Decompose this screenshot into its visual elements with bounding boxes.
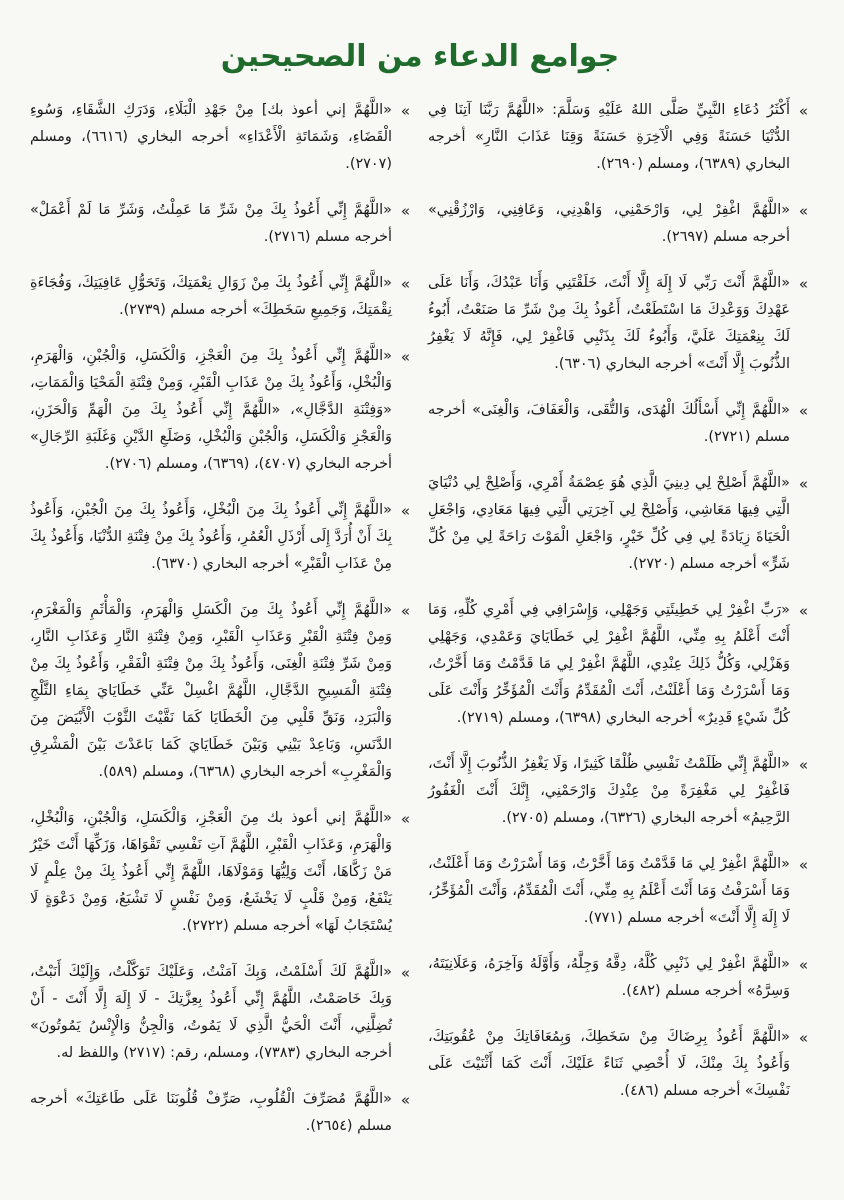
dua-item — [30, 270, 412, 324]
dua-text: «اللَّهُمَّ لَكَ أَسْلَمْتُ، وَبِكَ آمَنْتُ، وَعَلَيْكَ تَوَكَّلْتُ، وَإِلَيْكَ أَنَبْتُ، وَبِكَ خَاصَمْتُ، اللَّهُمَّ إِنِّي أَعُوذُ بِعِزَّتِكَ - لَا إِلَهَ إِلَّا أَنْتَ - أَنْ تُضِلَّنِي، أَنْتَ الْحَيُّ الَّذِي لَا يَمُوتُ، وَالْجِنُّ وَالْإِنْسُ يَمُوتُونَ» أخرجه البخاري (٧٣٨٣)، ومسلم، رقم: (٢٧١٧) واللفظ له. — [30, 964, 392, 1061]
dua-item — [30, 343, 412, 478]
content-columns — [30, 97, 810, 1159]
dua-item — [428, 597, 810, 732]
dua-text: «اللَّهُمَّ إِنِّي أَعُوذُ بِكَ مِنْ زَوَالِ نِعْمَتِكَ، وَتَحَوُّلِ عَافِيَتِكَ، وَفُجَاءَةِ نِقْمَتِكَ، وَجَمِيعِ سَخَطِكَ» أخرجه مسلم (٢٧٣٩). — [30, 275, 392, 318]
dua-text: «اللَّهُمَّ إِنِّي أَعُوذُ بِكَ مِنَ الْعَجْزِ، وَالْكَسَلِ، وَالْجُبْنِ، وَالْهَرَمِ، وَالْبُخْلِ، وَأَعُوذُ بِكَ مِنْ عَذَابِ الْقَبْرِ، وَمِنْ فِتْنَةِ الْمَحْيَا وَالْمَمَاتِ، «وَفِتْنَةِ الدَّجَّالِ»، «اللَّهُمَّ إِنِّي أَعُوذُ بِكَ مِنَ الْهَمِّ وَالْحَزَنِ، وَالْعَجْزِ وَالْكَسَلِ، وَالْجُبْنِ وَالْبُخْلِ، وَضَلَعِ الدَّيْنِ وَغَلَبَةِ الرِّجَالِ» أخرجه البخاري (٤٧٠٧)، (٦٣٦٩)، ومسلم (٢٧٠٦). — [30, 348, 392, 472]
dua-text: «اللَّهُمَّ مُصَرِّفَ الْقُلُوبِ، صَرِّفْ قُلُوبَنَا عَلَى طَاعَتِكَ» أخرجه مسلم (٢٦٥٤). — [30, 1091, 392, 1134]
dua-text: «اللَّهُمَّ إِنِّي ظَلَمْتُ نَفْسِي ظُلْمًا كَثِيرًا، وَلَا يَغْفِرُ الذُّنُوبَ إِلَّا أَنْتَ، فَاغْفِرْ لِي مَغْفِرَةً مِنْ عِنْدِكَ وَارْحَمْنِي، إِنَّكَ أَنْتَ الْغَفُورُ الرَّحِيمُ» أخرجه البخاري (٦٣٢٦)، ومسلم (٢٧٠٥). — [428, 756, 790, 826]
dua-text: «اللَّهُمَّ إني أعوذ بك] مِنْ جَهْدِ الْبَلَاءِ، وَدَرَكِ الشَّقَاءِ، وَسُوءِ الْقَضَاءِ، وَشَمَاتَةِ الْأَعْدَاءِ» أخرجه البخاري (٦٦١٦)، ومسلم (٢٧٠٧). — [30, 102, 392, 172]
bullet-icon: » — [798, 475, 808, 493]
dua-text: أَكْثَرُ دُعَاءِ النَّبِيِّ صَلَّى اللهُ عَلَيْهِ وَسَلَّمَ: «اللَّهُمَّ رَبَّنَا آتِنَا فِي الدُّنْيَا حَسَنَةً وَفِي الْآخِرَةِ حَسَنَةً وَقِنَا عَذَابَ النَّارِ» أخرجه البخاري (٦٣٨٩)، ومسلم (٢٦٩٠). — [428, 102, 790, 172]
dua-item — [428, 851, 810, 932]
bullet-icon: » — [400, 502, 410, 520]
dua-item — [428, 397, 810, 451]
bullet-icon: » — [400, 348, 410, 366]
dua-item — [30, 1086, 412, 1140]
dua-item — [428, 951, 810, 1005]
left-column — [30, 97, 412, 1159]
bullet-icon: » — [400, 602, 410, 620]
bullet-icon: » — [400, 102, 410, 120]
dua-item — [30, 597, 412, 786]
dua-item — [30, 959, 412, 1067]
bullet-icon: » — [798, 856, 808, 874]
dua-text: «اللَّهُمَّ اغْفِرْ لِي مَا قَدَّمْتُ وَمَا أَخَّرْتُ، وَمَا أَسْرَرْتُ وَمَا أَعْلَنْتُ، وَمَا أَسْرَفْتُ وَمَا أَنْتَ أَعْلَمُ بِهِ مِنِّي، أَنْتَ الْمُقَدِّمُ، وَأَنْتَ الْمُؤَخِّرُ، لَا إِلَهَ إِلَّا أَنْتَ» أخرجه مسلم (٧٧١). — [428, 856, 790, 926]
dua-text: «رَبِّ اغْفِرْ لِي خَطِيئَتِي وَجَهْلِي، وَإِسْرَافِي فِي أَمْرِي كُلِّهِ، وَمَا أَنْتَ أَعْلَمُ بِهِ مِنِّي، اللَّهُمَّ اغْفِرْ لِي خَطَايَايَ وَعَمْدِي، وَجَهْلِي وَهَزْلِي، وَكُلُّ ذَلِكَ عِنْدِي، اللَّهُمَّ اغْفِرْ لِي مَا قَدَّمْتُ وَمَا أَخَّرْتُ، وَمَا أَسْرَرْتُ وَمَا أَعْلَنْتُ، أَنْتَ الْمُقَدِّمُ وَأَنْتَ الْمُؤَخِّرُ وَأَنْتَ عَلَى كُلِّ شَيْءٍ قَدِيرٌ» أخرجه البخاري (٦٣٩٨)، ومسلم (٢٧١٩). — [428, 602, 790, 726]
bullet-icon: » — [798, 756, 808, 774]
bullet-icon: » — [400, 810, 410, 828]
bullet-icon: » — [798, 402, 808, 420]
dua-item — [30, 97, 412, 178]
dua-text: «اللَّهُمَّ إِنِّي أَعُوذُ بِكَ مِنْ شَرِّ مَا عَمِلْتُ، وَشَرِّ مَا لَمْ أَعْمَلْ» أخرجه مسلم (٢٧١٦). — [30, 202, 392, 245]
dua-item — [428, 751, 810, 832]
bullet-icon: » — [798, 1029, 808, 1047]
bullet-icon: » — [400, 1091, 410, 1109]
bullet-icon: » — [798, 202, 808, 220]
bullet-icon: » — [400, 275, 410, 293]
dua-item — [428, 1024, 810, 1105]
dua-text: «اللَّهُمَّ اغْفِرْ لِي ذَنْبِي كُلَّهُ، دِقَّهُ وَجِلَّهُ، وَأَوَّلَهُ وَآخِرَهُ، وَعَلَانِيَتَهُ، وَسِرَّهُ» أخرجه مسلم (٤٨٢). — [428, 956, 790, 999]
dua-text: «اللَّهُمَّ اغْفِرْ لِي، وَارْحَمْنِي، وَاهْدِنِي، وَعَافِنِي، وَارْزُقْنِي» أخرجه مسلم (٢٦٩٧). — [428, 202, 790, 245]
dua-text: «اللَّهُمَّ أَصْلِحْ لِي دِينِيَ الَّذِي هُوَ عِصْمَةُ أَمْرِي، وَأَصْلِحْ لِي دُنْيَايَ الَّتِي فِيهَا مَعَاشِي، وَأَصْلِحْ لِي آخِرَتِي الَّتِي فِيهَا مَعَادِي، وَاجْعَلِ الْحَيَاةَ زِيَادَةً لِي فِي كُلِّ خَيْرٍ، وَاجْعَلِ الْمَوْتَ رَاحَةً لِي مِنْ كُلِّ شَرٍّ» أخرجه مسلم (٢٧٢٠). — [428, 475, 790, 572]
bullet-icon: » — [798, 956, 808, 974]
bullet-icon: » — [798, 275, 808, 293]
bullet-icon: » — [400, 202, 410, 220]
bullet-icon: » — [400, 964, 410, 982]
dua-item — [428, 197, 810, 251]
dua-text: «اللَّهُمَّ أَنْتَ رَبِّي لَا إِلَهَ إِلَّا أَنْتَ، خَلَقْتَنِي وَأَنَا عَبْدُكَ، وَأَنَا عَلَى عَهْدِكَ وَوَعْدِكَ مَا اسْتَطَعْتُ، أَعُوذُ بِكَ مِنْ شَرِّ مَا صَنَعْتُ، أَبُوءُ لَكَ بِنِعْمَتِكَ عَلَيَّ، وَأَبُوءُ لَكَ بِذَنْبِي فَاغْفِرْ لِي، فَإِنَّهُ لَا يَغْفِرُ الذُّنُوبَ إِلَّا أَنْتَ» أخرجه البخاري (٦٣٠٦). — [428, 275, 790, 372]
dua-item — [428, 97, 810, 178]
page-title: جوامع الدعاء من الصحيحين — [220, 39, 620, 74]
bullet-icon: » — [798, 602, 808, 620]
dua-text: «اللَّهُمَّ إِنِّي أَعُوذُ بِكَ مِنَ الْكَسَلِ وَالْهَرَمِ، وَالْمَأْثَمِ وَالْمَغْرَمِ، وَمِنْ فِتْنَةِ الْقَبْرِ وَعَذَابِ الْقَبْرِ، وَمِنْ فِتْنَةِ النَّارِ وَعَذَابِ النَّارِ، وَمِنْ شَرِّ فِتْنَةِ الْغِنَى، وَأَعُوذُ بِكَ مِنْ فِتْنَةِ الْفَقْرِ، وَأَعُوذُ بِكَ مِنْ فِتْنَةِ الْمَسِيحِ الدَّجَّالِ، اللَّهُمَّ اغْسِلْ عَنِّي خَطَايَايَ بِمَاءِ الثَّلْجِ وَالْبَرَدِ، وَنَقِّ قَلْبِي مِنَ الْخَطَايَا كَمَا نَقَّيْتَ الثَّوْبَ الْأَبْيَضَ مِنَ الدَّنَسِ، وَبَاعِدْ بَيْنِي وَبَيْنَ خَطَايَايَ كَمَا بَاعَدْتَ بَيْنَ الْمَشْرِقِ وَالْمَغْرِبِ» أخرجه البخاري (٦٣٦٨)، ومسلم (٥٨٩). — [30, 602, 392, 780]
dua-text: «اللَّهُمَّ أَعُوذُ بِرِضَاكَ مِنْ سَخَطِكَ، وَبِمُعَافَاتِكَ مِنْ عُقُوبَتِكَ، وَأَعُوذُ بِكَ مِنْكَ، لَا أُحْصِي ثَنَاءً عَلَيْكَ، أَنْتَ كَمَا أَثْنَيْتَ عَلَى نَفْسِكَ» أخرجه مسلم (٤٨٦). — [428, 1029, 790, 1099]
dua-item — [30, 497, 412, 578]
dua-text: «اللَّهُمَّ إني أعوذ بك مِنَ الْعَجْزِ، وَالْكَسَلِ، وَالْجُبْنِ، وَالْبُخْلِ، وَالْهَرَمِ، وَعَذَابِ الْقَبْرِ، اللَّهُمَّ آتِ نَفْسِي تَقْوَاهَا، وَزَكِّهَا أَنْتَ خَيْرُ مَنْ زَكَّاهَا، أَنْتَ وَلِيُّهَا وَمَوْلَاهَا، اللَّهُمَّ إِنِّي أَعُوذُ بِكَ مِنْ عِلْمٍ لَا يَنْفَعُ، وَمِنْ قَلْبٍ لَا يَخْشَعُ، وَمِنْ نَفْسٍ لَا تَشْبَعُ، وَمِنْ دَعْوَةٍ لَا يُسْتَجَابُ لَهَا» أخرجه مسلم (٢٧٢٢). — [30, 810, 392, 934]
bullet-icon: » — [798, 102, 808, 120]
dua-item — [30, 197, 412, 251]
right-column — [428, 97, 810, 1159]
dua-item — [428, 470, 810, 578]
dua-item — [30, 805, 412, 940]
dua-text: «اللَّهُمَّ إِنِّي أَسْأَلُكَ الْهُدَى، وَالتُّقَى، وَالْعَفَافَ، وَالْغِنَى» أخرجه مسلم (٢٧٢١). — [428, 402, 790, 445]
dua-item — [428, 270, 810, 378]
dua-text: «اللَّهُمَّ إِنِّي أَعُوذُ بِكَ مِنَ الْبُخْلِ، وَأَعُوذُ بِكَ مِنَ الْجُبْنِ، وَأَعُوذُ بِكَ أَنْ أُرَدَّ إِلَى أَرْذَلِ الْعُمُرِ، وَأَعُوذُ بِكَ مِنْ فِتْنَةِ الدُّنْيَا، وَأَعُوذُ بِكَ مِنْ عَذَابِ الْقَبْرِ» أخرجه البخاري (٦٣٧٠). — [30, 502, 392, 572]
